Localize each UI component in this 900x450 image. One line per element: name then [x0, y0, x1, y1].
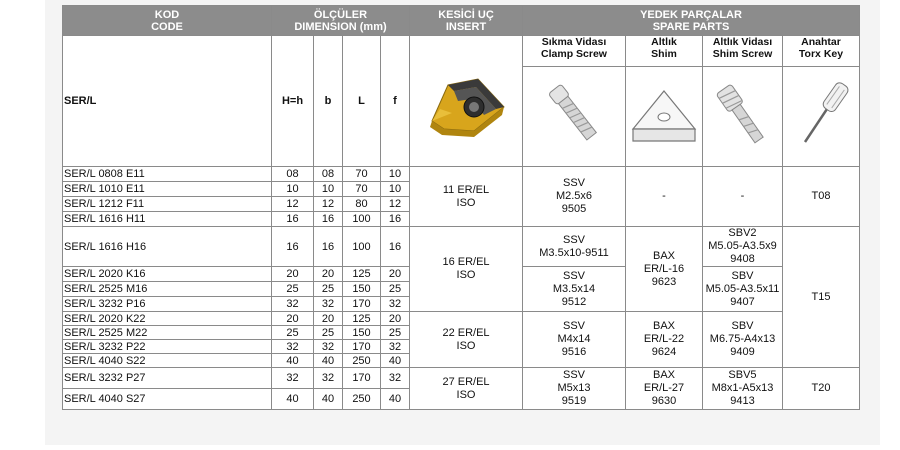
- b-cell: 32: [314, 297, 343, 312]
- dimension-column-header: [272, 6, 410, 36]
- cell-line: M5.05-A3.5x11: [705, 282, 780, 295]
- cell-line: 9413: [730, 395, 755, 407]
- clamp-cell-2: [523, 227, 626, 267]
- code-column-header: [63, 6, 272, 36]
- f-cell: 25: [381, 282, 410, 297]
- torx-cell-t20: T20: [783, 368, 860, 410]
- h-cell: 10: [272, 182, 314, 197]
- l-cell: 125: [343, 312, 381, 326]
- b-cell: 16: [314, 212, 343, 227]
- cell-line: 16 ER/EL: [442, 256, 490, 268]
- shim-cell-22: [626, 312, 703, 368]
- cell-line: M8x1-A5x13: [711, 382, 774, 394]
- b-cell: 16: [314, 227, 343, 267]
- cell-line: M5.05-A3.5x9: [708, 240, 777, 252]
- torx-cell-t08: T08: [783, 167, 860, 227]
- h-cell: 40: [272, 389, 314, 410]
- b-cell: 40: [314, 389, 343, 410]
- shim-icon: [627, 85, 701, 149]
- code-cell: SER/L 2525 M16: [63, 282, 272, 297]
- shim-header: [626, 36, 703, 67]
- l-cell: 150: [343, 282, 381, 297]
- cell-line: 27 ER/EL: [442, 375, 490, 388]
- code-cell: SER/L 2020 K22: [63, 312, 272, 326]
- cell-line: 9409: [730, 346, 755, 358]
- h-cell: 25: [272, 282, 314, 297]
- table-row: [63, 227, 860, 267]
- cell-line: SSV: [562, 269, 585, 282]
- b-cell: 25: [314, 282, 343, 297]
- insert-column-header: [410, 6, 523, 36]
- l-cell: 250: [343, 354, 381, 368]
- cell-line: 9512: [561, 295, 587, 308]
- cell-line: YEDEK PARÇALAR: [640, 8, 742, 21]
- cell-line: SPARE PARTS: [652, 20, 730, 33]
- b-cell: 20: [314, 267, 343, 282]
- h-cell: 40: [272, 354, 314, 368]
- cell-line: ER/L-27: [643, 382, 685, 394]
- cell-line: SBV5: [728, 369, 757, 381]
- cell-line: M2.5x6: [555, 190, 593, 202]
- cell-line: Shim Screw: [712, 48, 773, 60]
- cell-line: Anahtar: [801, 36, 841, 48]
- cell-line: KOD: [154, 8, 180, 21]
- shim-screw-cell-4: [703, 312, 783, 368]
- cell-line: SBV2: [728, 227, 757, 239]
- h-cell: 12: [272, 197, 314, 212]
- b-cell: 25: [314, 326, 343, 340]
- l-cell: 100: [343, 227, 381, 267]
- cell-line: 9505: [561, 203, 587, 215]
- shim-screw-cell-1: -: [703, 167, 783, 227]
- cell-line: 11 ER/EL: [442, 183, 490, 196]
- l-cell: 250: [343, 389, 381, 410]
- cell-line: M3.5x14: [552, 282, 596, 295]
- shim-screw-cell-5: [703, 368, 783, 410]
- code-cell: SER/L 0808 E11: [63, 167, 272, 182]
- cell-line: 9516: [561, 346, 587, 358]
- h-cell: 32: [272, 297, 314, 312]
- f-cell: 20: [381, 267, 410, 282]
- insert-cell-27: [410, 368, 523, 410]
- cell-line: Sıkma Vidası: [541, 36, 607, 48]
- code-cell: SER/L 1616 H11: [63, 212, 272, 227]
- cell-line: ISO: [456, 269, 476, 281]
- code-cell: SER/L 1212 F11: [63, 197, 272, 212]
- cell-line: KESİCİ UÇ: [438, 8, 494, 21]
- dim-header-f: f: [381, 36, 410, 167]
- shim-screw-cell-3: [703, 267, 783, 312]
- cell-line: BAX: [652, 249, 675, 262]
- cell-line: ER/L-16: [643, 262, 685, 275]
- f-cell: 12: [381, 197, 410, 212]
- cell-line: SSV: [562, 369, 585, 381]
- cell-line: ISO: [456, 339, 476, 352]
- insert-cell-16: [410, 227, 523, 312]
- cell-line: Altlık Vidası: [712, 36, 773, 48]
- f-cell: 16: [381, 212, 410, 227]
- l-cell: 150: [343, 326, 381, 340]
- f-cell: 10: [381, 167, 410, 182]
- cell-line: 9624: [651, 346, 677, 358]
- b-cell: 20: [314, 312, 343, 326]
- code-cell: SER/L 3232 P16: [63, 297, 272, 312]
- cell-line: ÖLÇÜLER: [313, 8, 368, 21]
- table-row: [63, 312, 860, 326]
- h-cell: 08: [272, 167, 314, 182]
- dim-header-b: b: [314, 36, 343, 167]
- cell-line: 9630: [651, 395, 677, 407]
- code-cell: SER/L 2525 M22: [63, 326, 272, 340]
- cell-line: M6.75-A4x13: [709, 333, 776, 345]
- l-cell: 170: [343, 368, 381, 389]
- clamp-cell-4: [523, 312, 626, 368]
- l-cell: 70: [343, 182, 381, 197]
- torx-key-image-cell: [783, 67, 860, 167]
- cell-line: ER/L-22: [643, 333, 685, 345]
- b-cell: 08: [314, 167, 343, 182]
- l-cell: 125: [343, 267, 381, 282]
- code-header: SER/L: [63, 36, 272, 167]
- l-cell: 80: [343, 197, 381, 212]
- table-row: [63, 368, 860, 389]
- l-cell: 170: [343, 340, 381, 354]
- cell-line: Torx Key: [798, 48, 844, 60]
- clamp-screw-icon: [539, 79, 609, 155]
- cell-line: 22 ER/EL: [442, 326, 490, 339]
- insert-image-cell: [410, 36, 523, 167]
- code-cell: SER/L 2020 K16: [63, 267, 272, 282]
- l-cell: 170: [343, 297, 381, 312]
- cell-line: M4x14: [557, 333, 591, 345]
- cell-line: M5x13: [557, 382, 591, 394]
- l-cell: 70: [343, 167, 381, 182]
- f-cell: 16: [381, 227, 410, 267]
- clamp-cell-3: [523, 267, 626, 312]
- code-cell: SER/L 3232 P27: [63, 368, 272, 389]
- clamp-cell-5: [523, 368, 626, 410]
- insert-cell-22: [410, 312, 523, 368]
- clamp-screw-header: [523, 36, 626, 67]
- code-cell: SER/L 4040 S22: [63, 354, 272, 368]
- dim-header-h: H=h: [272, 36, 314, 167]
- cell-line: DIMENSION (mm): [294, 20, 387, 33]
- h-cell: 25: [272, 326, 314, 340]
- torx-key-header: [783, 36, 860, 67]
- f-cell: 25: [381, 326, 410, 340]
- f-cell: 20: [381, 312, 410, 326]
- tool-spec-table: [62, 5, 860, 410]
- cell-line: M3.5x10-9511: [539, 246, 609, 259]
- b-cell: 12: [314, 197, 343, 212]
- f-cell: 32: [381, 340, 410, 354]
- cell-line: Altlık: [651, 36, 677, 48]
- cell-line: SBV: [731, 269, 754, 282]
- threading-insert-icon: [418, 65, 514, 137]
- b-cell: 10: [314, 182, 343, 197]
- h-cell: 20: [272, 312, 314, 326]
- shim-screw-header: [703, 36, 783, 67]
- cell-line: CODE: [151, 20, 183, 33]
- code-cell: SER/L 3232 P22: [63, 340, 272, 354]
- dim-header-l: L: [343, 36, 381, 167]
- f-cell: 32: [381, 297, 410, 312]
- table-row: [63, 167, 860, 182]
- cell-line: 9519: [561, 395, 587, 407]
- insert-cell-11: [410, 167, 523, 227]
- b-cell: 32: [314, 340, 343, 354]
- cell-line: INSERT: [445, 20, 487, 33]
- code-cell: SER/L 1616 H16: [63, 227, 272, 267]
- h-cell: 32: [272, 340, 314, 354]
- h-cell: 20: [272, 267, 314, 282]
- shim-cell-1: -: [626, 167, 703, 227]
- code-cell: SER/L 4040 S27: [63, 389, 272, 410]
- cell-line: SSV: [562, 233, 585, 246]
- b-cell: 40: [314, 354, 343, 368]
- shim-cell-27: [626, 368, 703, 410]
- f-cell: 40: [381, 354, 410, 368]
- cell-line: BAX: [652, 320, 675, 332]
- clamp-screw-image-cell: [523, 67, 626, 167]
- torx-key-icon: [791, 82, 851, 152]
- cell-line: SSV: [562, 320, 585, 332]
- h-cell: 16: [272, 212, 314, 227]
- header-row-top: [63, 6, 860, 36]
- shim-screw-image-cell: [703, 67, 783, 167]
- cell-line: 9408: [730, 253, 755, 265]
- f-cell: 32: [381, 368, 410, 389]
- header-row-parts: [63, 36, 860, 67]
- shim-cell-16: [626, 227, 703, 312]
- cell-line: 9623: [651, 275, 677, 288]
- torx-cell-t15: T15: [783, 227, 860, 368]
- cell-line: Clamp Screw: [541, 48, 607, 60]
- shim-screw-cell-2: [703, 227, 783, 267]
- f-cell: 40: [381, 389, 410, 410]
- cell-line: 9407: [730, 295, 755, 308]
- h-cell: 32: [272, 368, 314, 389]
- cell-line: SBV: [731, 320, 754, 332]
- f-cell: 10: [381, 182, 410, 197]
- b-cell: 32: [314, 368, 343, 389]
- spare-parts-header: [523, 6, 860, 36]
- cell-line: SSV: [562, 177, 585, 189]
- cell-line: ISO: [456, 196, 476, 209]
- cell-line: BAX: [652, 369, 675, 381]
- cell-line: ISO: [456, 388, 476, 401]
- shim-screw-icon: [712, 77, 774, 157]
- clamp-cell-1: [523, 167, 626, 227]
- l-cell: 100: [343, 212, 381, 227]
- h-cell: 16: [272, 227, 314, 267]
- shim-image-cell: [626, 67, 703, 167]
- cell-line: Shim: [651, 48, 677, 60]
- code-cell: SER/L 1010 E11: [63, 182, 272, 197]
